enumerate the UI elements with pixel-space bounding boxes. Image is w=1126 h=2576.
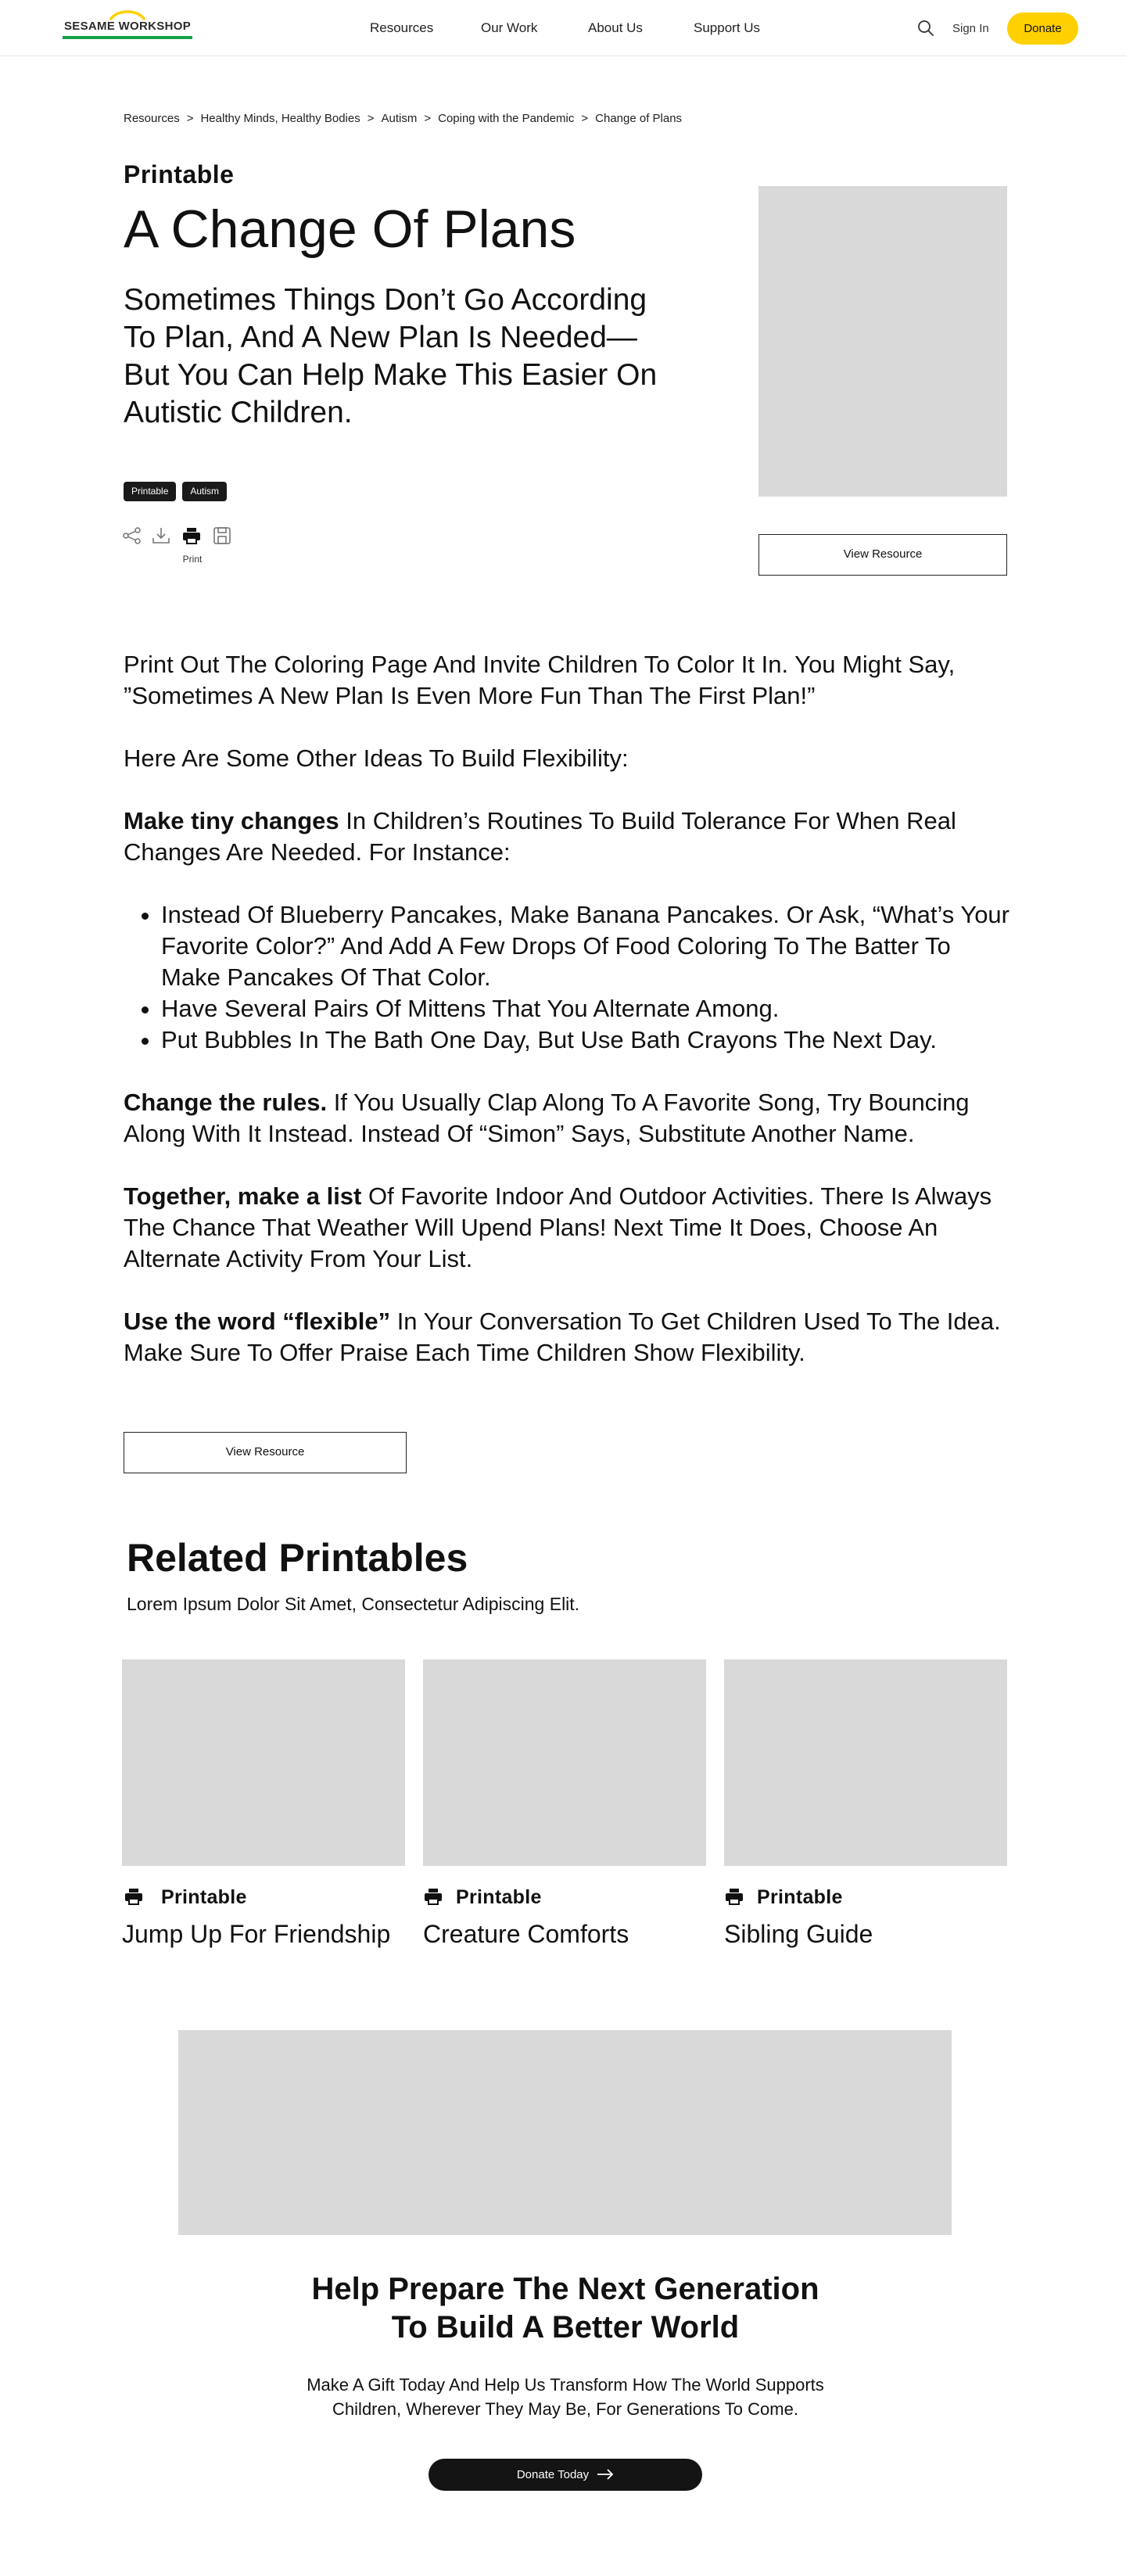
tip-bold-lead: Together, make a list <box>124 1182 362 1210</box>
logo-text: SESAME WORKSHOP <box>63 20 191 33</box>
tip-flexible-word <box>124 1306 1015 1369</box>
card-image-placeholder <box>122 1659 405 1866</box>
tag-autism[interactable]: Autism <box>182 482 227 501</box>
sign-in-link[interactable]: Sign In <box>952 22 989 35</box>
tip-bold-lead: Change the rules. <box>124 1089 328 1116</box>
intro-paragraph: Print Out The Coloring Page And Invite Children To Color It In. You Might Say, ”Sometimes A New Plan Is Even More Fun Than The First Plan!” <box>124 651 956 709</box>
tip-bold-lead: Use the word “flexible” <box>124 1308 391 1335</box>
breadcrumb-separator: > <box>367 112 375 125</box>
breadcrumb-separator: > <box>424 112 432 125</box>
hero-image-placeholder <box>758 186 1007 497</box>
breadcrumb-current: Change of Plans <box>595 112 683 125</box>
save-icon[interactable] <box>212 526 232 546</box>
breadcrumb-item[interactable]: Autism <box>381 112 418 125</box>
breadcrumb-item[interactable]: Coping with the Pandemic <box>438 112 575 125</box>
share-icon[interactable] <box>122 526 142 546</box>
tag-printable[interactable]: Printable <box>124 482 176 501</box>
related-subtitle: Lorem Ipsum Dolor Sit Amet, Consectetur Adipiscing Elit. <box>127 1594 580 1614</box>
view-resource-button-bottom[interactable]: View Resource <box>124 1432 407 1473</box>
card-type-label: Printable <box>456 1886 542 1908</box>
related-card[interactable] <box>122 1659 405 1972</box>
breadcrumb-item[interactable]: Healthy Minds, Healthy Bodies <box>200 112 360 125</box>
card-title: Jump Up For Friendship <box>122 1920 391 1948</box>
print-icon <box>124 1886 144 1907</box>
tip-tiny-changes <box>124 805 1015 868</box>
tag-list <box>124 482 233 502</box>
print-label: Print <box>182 554 203 565</box>
page-subtitle: Sometimes Things Don’t Go According To Plan, And A New Plan Is Needed—But You Can Help Make This Easier On Autistic Children. <box>124 283 658 429</box>
nav-about-us[interactable]: About Us <box>588 20 643 35</box>
breadcrumb-separator: > <box>186 112 194 125</box>
ideas-heading: Here Are Some Other Ideas To Build Flexibility: <box>124 744 629 772</box>
share-toolbar <box>122 526 239 572</box>
list-item: • Instead Of Blueberry Pancakes, Make Banana Pancakes. Or Ask, “What’s Your Favorite Color?” And Add A Few Drops Of Food Coloring To The Batter To Make Pancakes Of That Color. <box>161 899 1015 993</box>
site-header <box>0 0 1126 56</box>
breadcrumb-item[interactable]: Resources <box>124 112 180 125</box>
breadcrumb-separator: > <box>581 112 589 125</box>
donate-button[interactable]: Donate <box>1007 13 1078 45</box>
donate-today-button[interactable] <box>429 2459 702 2491</box>
tip-text: In Children’s Routines To Build Tolerance For When Real Changes Are Needed. For Instance: <box>124 807 956 866</box>
cta-image-placeholder <box>178 2030 952 2235</box>
card-type-label: Printable <box>161 1886 247 1908</box>
card-image-placeholder <box>423 1659 706 1866</box>
donate-today-label: Donate Today <box>516 2468 590 2481</box>
nav-support-us[interactable]: Support Us <box>694 20 761 35</box>
search-icon[interactable] <box>916 19 935 38</box>
tip-text: Of Favorite Indoor And Outdoor Activities. There Is Always The Chance That Weather Will Upend Plans! Next Time It Does, Choose An Alternate Activity From Your List. <box>124 1182 992 1272</box>
list-item: • Put Bubbles In The Bath One Day, But Use Bath Crayons The Next Day. <box>161 1024 1015 1056</box>
related-title: Related Printables <box>127 1536 468 1580</box>
tip-text: If You Usually Clap Along To A Favorite Song, Try Bouncing Along With It Instead. Instead Of “Simon” Says, Substitute Another Name. <box>124 1089 970 1147</box>
page-title: A Change Of Plans <box>124 199 576 259</box>
article-body <box>124 649 1015 1400</box>
tip-change-rules <box>124 1087 1015 1150</box>
nav-resources[interactable]: Resources <box>370 20 434 35</box>
cta-text: Make A Gift Today And Help Us Transform How The World Supports Children, Wherever They May Be, For Generations To Come. <box>307 2375 824 2419</box>
cta-title: Help Prepare The Next Generation To Build A Better World <box>311 2272 819 2345</box>
content-type-eyebrow: Printable <box>124 160 235 188</box>
arrow-right-icon <box>597 2469 614 2480</box>
example-list <box>124 899 1015 1056</box>
breadcrumb <box>124 112 682 127</box>
print-icon[interactable] <box>181 526 202 546</box>
card-image-placeholder <box>724 1659 1007 1866</box>
related-card[interactable] <box>423 1659 706 1972</box>
download-icon[interactable] <box>151 526 171 546</box>
card-title: Sibling Guide <box>724 1920 873 1948</box>
tip-text: In Your Conversation To Get Children Used To The Idea. Make Sure To Offer Praise Each Time Children Show Flexibility. <box>124 1308 1001 1366</box>
list-item: • Have Several Pairs Of Mittens That You Alternate Among. <box>161 993 1015 1024</box>
tip-make-list <box>124 1181 1015 1275</box>
card-type-label: Printable <box>757 1886 843 1908</box>
view-resource-button[interactable]: View Resource <box>758 534 1007 576</box>
print-icon <box>423 1886 443 1907</box>
tip-bold-lead: Make tiny changes <box>124 807 339 834</box>
related-card[interactable] <box>724 1659 1007 1972</box>
print-icon <box>724 1886 744 1907</box>
card-title: Creature Comforts <box>423 1920 629 1948</box>
nav-our-work[interactable]: Our Work <box>481 20 538 35</box>
